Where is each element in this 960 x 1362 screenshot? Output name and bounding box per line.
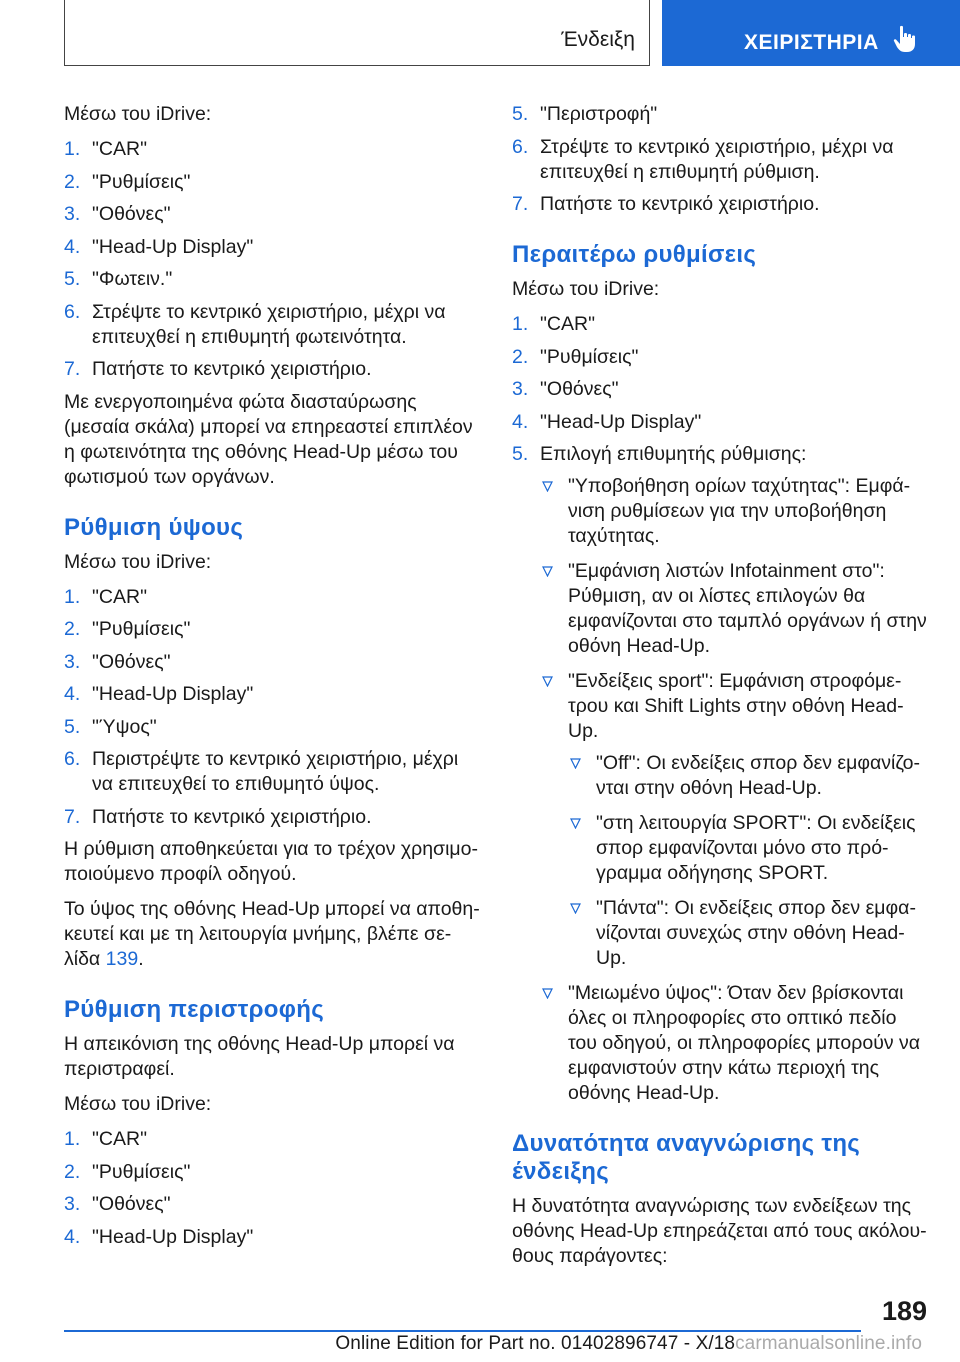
list-text: "Ύψος" — [92, 715, 157, 738]
paragraph-text: Το ύψος της οθόνης Head-Up μπορεί να αποθηκευτεί και με τη λειτουργία μνήμης, βλέπε σελίδα — [64, 898, 480, 970]
section-heading-readability: Δυνατότητα αναγνώρισης της ένδειξης — [512, 1130, 861, 1185]
list-text: Περιστρέψτε το κεντρικό χειριστήριο, μέχρι να επιτευχθεί το επιθυμητό ύψος. — [92, 748, 459, 795]
triangle-bullet-icon — [570, 758, 581, 769]
list-text: "Οθόνες" — [92, 650, 171, 673]
triangle-bullet-icon — [542, 988, 553, 999]
bullet-item — [540, 981, 928, 1106]
options-bullet-list — [540, 474, 928, 1106]
list-number: 2. — [64, 1160, 81, 1183]
list-text: Πατήστε το κεντρικό χειριστήριο. — [92, 358, 372, 380]
list-item — [64, 715, 480, 740]
bullet-text: "Ενδείξεις sport": Εμφάνιση στροφόμετρου και Shift Lights στην οθόνη Head-Up. — [568, 670, 904, 742]
list-text: "Head-Up Display" — [92, 235, 254, 258]
list-item — [512, 102, 928, 127]
list-number: 1. — [512, 313, 529, 335]
paragraph — [64, 897, 480, 972]
list-number: 4. — [64, 1225, 81, 1248]
list-item — [64, 1127, 480, 1152]
footer-watermark: carmanualsonline.info — [735, 1333, 922, 1354]
list-number: 5. — [512, 103, 529, 125]
list-item — [64, 170, 480, 195]
list-text: "Ρυθμίσεις" — [92, 1160, 191, 1183]
list-text: "Φωτειν." — [92, 268, 173, 290]
bullet-item — [540, 474, 928, 549]
triangle-bullet-icon — [542, 481, 553, 492]
steps-rotation-list — [64, 1127, 480, 1250]
list-text: Πατήστε το κεντρικό χειριστήριο. — [540, 193, 820, 215]
list-item — [64, 682, 480, 707]
list-item — [64, 585, 480, 610]
list-number: 7. — [64, 358, 81, 380]
list-item — [64, 202, 480, 227]
list-item — [64, 617, 480, 642]
list-item — [64, 137, 480, 162]
list-number: 3. — [64, 650, 81, 673]
steps-rotation-continued-list — [512, 102, 928, 217]
steps-height-list — [64, 585, 480, 830]
list-text: "Οθόνες" — [92, 1193, 171, 1215]
list-number: 6. — [64, 748, 81, 770]
bullet-text: "Υποβοήθηση ορίων ταχύτητας": Εμφάνιση ρυθμίσεων για την υποβοήθηση ταχύτητας. — [568, 475, 911, 547]
list-number: 6. — [512, 135, 529, 158]
header-section-title: Ένδειξη — [561, 28, 635, 51]
paragraph: Η απεικόνιση της οθόνης Head-Up μπορεί να περιστραφεί. — [64, 1033, 455, 1080]
subbullet-item — [568, 896, 928, 971]
paragraph-end: . — [138, 948, 144, 970]
list-number: 3. — [64, 1193, 81, 1215]
list-number: 1. — [64, 1128, 81, 1150]
list-item — [64, 1192, 480, 1217]
list-number: 3. — [64, 203, 81, 225]
list-item — [512, 442, 928, 1106]
paragraph: Με ενεργοποιημένα φώτα διασταύρωσης (μεσαία σκάλα) μπορεί να επηρεαστεί επιπλέον η φωτεινότητα της οθόνης Head-Up μέσω του φωτισμού των οργάνων. — [64, 390, 473, 488]
list-text: "Περιστροφή" — [540, 103, 658, 125]
list-text: Στρέψτε το κεντρικό χειριστήριο, μέχρι να επιτευχθεί η επιθυμητή φωτεινότητα. — [92, 300, 446, 348]
paragraph: Μέσω του iDrive: — [64, 1093, 212, 1115]
subbullet-item — [568, 751, 928, 801]
paragraph: Μέσω του iDrive: — [512, 278, 660, 300]
list-item — [512, 345, 928, 370]
bullet-text: "Εμφάνιση λιστών Infotainment στο": Ρύθμιση, αν οι λίστες επιλογών θα εμφανίζονται στο ταμπλό οργάνων ή στην οθόνη Head-Up. — [568, 560, 927, 657]
list-text: Στρέψτε το κεντρικό χειριστήριο, μέχρι να επιτευχθεί η επιθυμητή ρύθμιση. — [540, 135, 894, 183]
triangle-bullet-icon — [542, 566, 553, 577]
list-item — [64, 267, 480, 292]
list-number: 1. — [64, 138, 81, 160]
list-number: 4. — [512, 410, 529, 433]
list-text: "Ρυθμίσεις" — [540, 345, 639, 368]
list-text: "CAR" — [92, 585, 148, 608]
list-text: "Head-Up Display" — [92, 1225, 254, 1248]
list-text: "CAR" — [92, 1128, 148, 1150]
paragraph: Η ρύθμιση αποθηκεύεται για το τρέχον χρησιμοποιούμενο προφίλ οδηγού. — [64, 838, 479, 885]
header-section — [64, 0, 650, 66]
list-text: Επιλογή επιθυμητής ρύθμισης: — [540, 443, 807, 465]
triangle-bullet-icon — [542, 676, 553, 687]
list-number: 4. — [64, 235, 81, 258]
list-text: "Head-Up Display" — [540, 410, 702, 433]
list-text: "CAR" — [92, 138, 148, 160]
list-number: 7. — [512, 193, 529, 215]
list-item — [512, 377, 928, 402]
list-item — [64, 1160, 480, 1185]
list-number: 5. — [64, 268, 81, 290]
list-item — [64, 650, 480, 675]
list-number: 7. — [64, 805, 81, 828]
list-item — [512, 135, 928, 185]
list-item — [512, 410, 928, 435]
triangle-bullet-icon — [570, 903, 581, 914]
list-number: 4. — [64, 683, 81, 705]
list-text: "Ρυθμίσεις" — [92, 618, 191, 640]
triangle-bullet-icon — [570, 818, 581, 829]
page-number: 189 — [881, 1296, 927, 1326]
list-number: 1. — [64, 585, 81, 608]
bullet-item — [540, 669, 928, 971]
list-number: 3. — [512, 378, 529, 400]
list-item — [512, 312, 928, 337]
paragraph: Η δυνατότητα αναγνώρισης των ενδείξεων της οθόνης Head-Up επηρεάζεται από τους ακόλουθους παράγοντες: — [512, 1195, 927, 1267]
sport-options-sublist — [568, 751, 928, 971]
list-number: 2. — [64, 618, 81, 640]
list-item — [64, 300, 480, 350]
list-text: "Ρυθμίσεις" — [92, 170, 191, 193]
list-number: 6. — [64, 300, 81, 323]
paragraph: Μέσω του iDrive: — [64, 550, 212, 573]
steps-more-settings-list — [512, 312, 928, 1106]
paragraph: Μέσω του iDrive: — [64, 103, 212, 125]
section-heading-more-settings: Περαιτέρω ρυθμίσεις — [512, 241, 757, 268]
list-item — [64, 357, 480, 382]
list-item — [64, 805, 480, 830]
footer — [335, 1333, 922, 1355]
header-chapter-title: ΧΕΙΡΙΣΤΗΡΙΑ — [744, 31, 879, 54]
list-text: "Head-Up Display" — [92, 683, 254, 705]
list-item — [64, 1225, 480, 1250]
bullet-text: "Μειωμένο ύψος": Όταν δεν βρίσκονται όλες οι πληροφορίες στο οπτικό πεδίο του οδηγού, οι πληροφορίες μπορούν να εμφανιστούν στην κάτω περιοχή της οθόνης Head-Up. — [568, 982, 921, 1104]
footer-divider — [64, 1330, 861, 1332]
list-text: "Οθόνες" — [540, 378, 619, 400]
list-number: 2. — [64, 170, 81, 193]
hand-pointer-icon — [891, 24, 921, 54]
list-text: Πατήστε το κεντρικό χειριστήριο. — [92, 805, 372, 828]
page-reference-link[interactable]: 139 — [105, 948, 139, 970]
list-text: "CAR" — [540, 313, 596, 335]
section-heading-rotation: Ρύθμιση περιστροφής — [64, 996, 324, 1023]
subbullet-item — [568, 811, 928, 886]
right-column — [512, 102, 928, 1279]
list-number: 5. — [64, 715, 81, 738]
list-item — [64, 235, 480, 260]
list-item — [512, 192, 928, 217]
subbullet-text: "Πάντα": Οι ενδείξεις σπορ δεν εμφανίζονται συνεχώς στην οθόνη Head-Up. — [596, 897, 916, 969]
list-item — [64, 747, 480, 797]
subbullet-text: "στη λειτουργία SPORT": Οι ενδείξεις σπορ εμφανίζονται μόνο στο πρόγραμμα οδήγησης SPORT. — [596, 812, 916, 884]
left-column — [64, 102, 480, 1257]
bullet-item — [540, 559, 928, 659]
list-number: 5. — [512, 443, 529, 465]
subbullet-text: "Off": Οι ενδείξεις σπορ δεν εμφανίζονται στην οθόνη Head-Up. — [596, 752, 920, 799]
footer-edition-text: Online Edition for Part no. 01402896747 - X/18 — [335, 1333, 736, 1354]
section-heading-height: Ρύθμιση ύψους — [64, 513, 244, 541]
list-number: 2. — [512, 345, 529, 368]
list-text: "Οθόνες" — [92, 203, 171, 225]
steps-brightness-list — [64, 137, 480, 382]
